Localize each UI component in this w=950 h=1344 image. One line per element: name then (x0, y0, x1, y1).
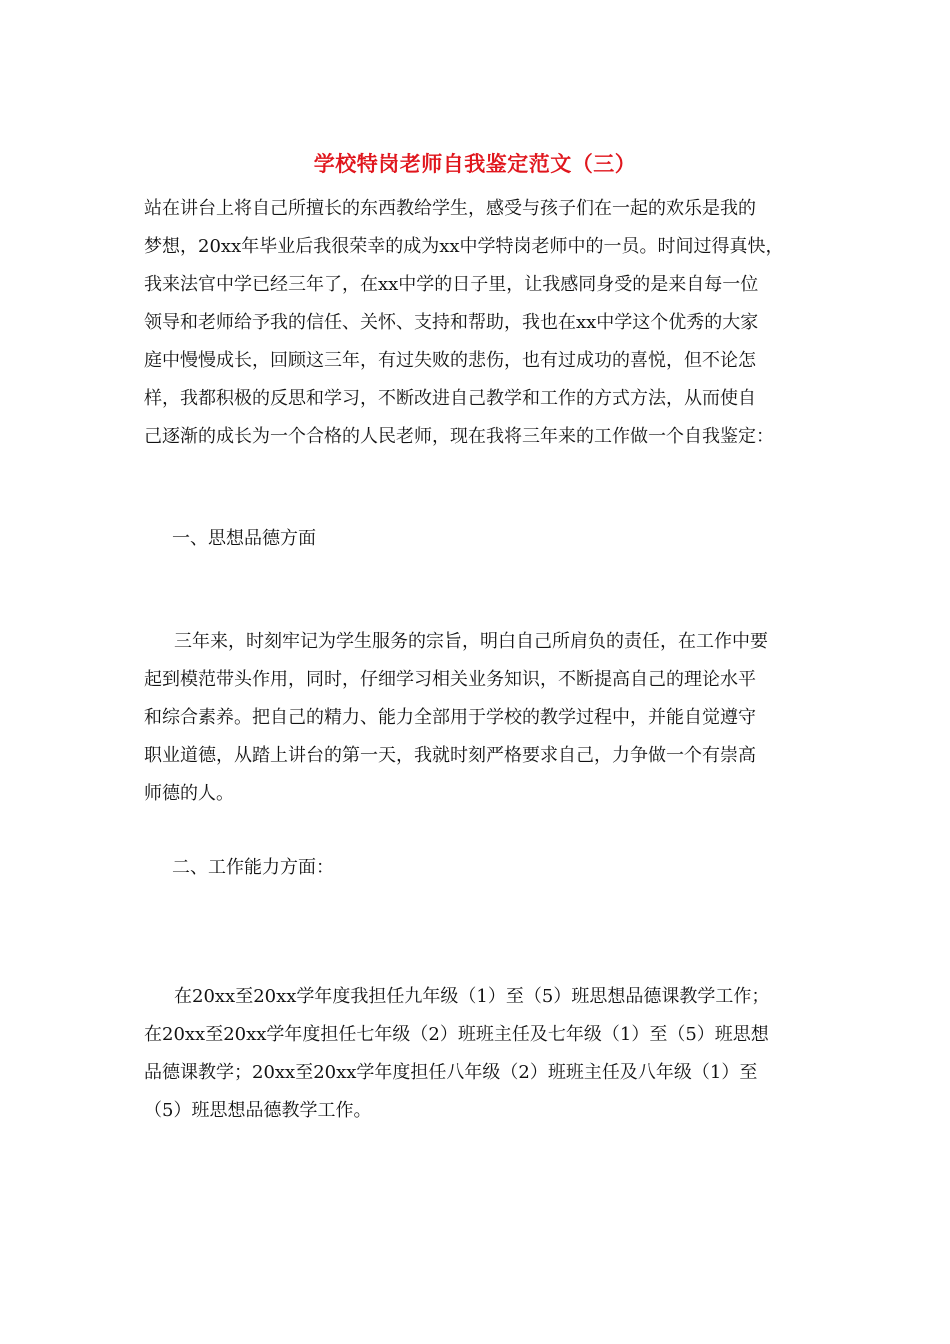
ability-line: 品德课教学；20xx至20xx学年度担任八年级（2）班班主任及八年级（1）至 (144, 1062, 758, 1083)
intro-line: 站在讲台上将自己所擅长的东西教给学生，感受与孩子们在一起的欢乐是我的 (144, 198, 756, 219)
moral-line: 和综合素养。把自己的精力、能力全部用于学校的教学过程中，并能自觉遵守 (144, 707, 756, 728)
section-heading-moral: 一、思想品德方面 (172, 528, 316, 549)
intro-line: 梦想，20xx年毕业后我很荣幸的成为xx中学特岗老师中的一员。时间过得真快， (144, 236, 784, 257)
intro-line: 己逐渐的成长为一个合格的人民老师，现在我将三年来的工作做一个自我鉴定： (144, 426, 774, 447)
document-title: 学校特岗老师自我鉴定范文（三） (313, 151, 637, 176)
moral-line: 师德的人。 (144, 783, 234, 804)
moral-line: 三年来，时刻牢记为学生服务的宗旨，明白自己所肩负的责任，在工作中要 (174, 631, 768, 652)
moral-line: 起到模范带头作用，同时，仔细学习相关业务知识，不断提高自己的理论水平 (144, 669, 756, 690)
moral-line: 职业道德，从踏上讲台的第一天，我就时刻严格要求自己，力争做一个有崇高 (144, 745, 756, 766)
moral-paragraph (144, 623, 814, 813)
ability-line: 在20xx至20xx学年度担任七年级（2）班班主任及七年级（1）至（5）班思想 (144, 1024, 769, 1045)
intro-line: 庭中慢慢成长，回顾这三年，有过失败的悲伤，也有过成功的喜悦，但不论怎 (144, 350, 756, 371)
intro-line: 样，我都积极的反思和学习，不断改进自己教学和工作的方式方法，从而使自 (144, 388, 756, 409)
ability-line: 在20xx至20xx学年度我担任九年级（1）至（5）班思想品德课教学工作； (174, 986, 770, 1007)
intro-line: 我来法官中学已经三年了，在xx中学的日子里，让我感同身受的是来自每一位 (144, 274, 759, 295)
intro-paragraph (144, 190, 814, 456)
section-heading-ability: 二、工作能力方面： (172, 857, 334, 878)
ability-paragraph (144, 978, 814, 1130)
ability-line: （5）班思想品德教学工作。 (144, 1100, 372, 1121)
intro-line: 领导和老师给予我的信任、关怀、支持和帮助，我也在xx中学这个优秀的大家 (144, 312, 759, 333)
